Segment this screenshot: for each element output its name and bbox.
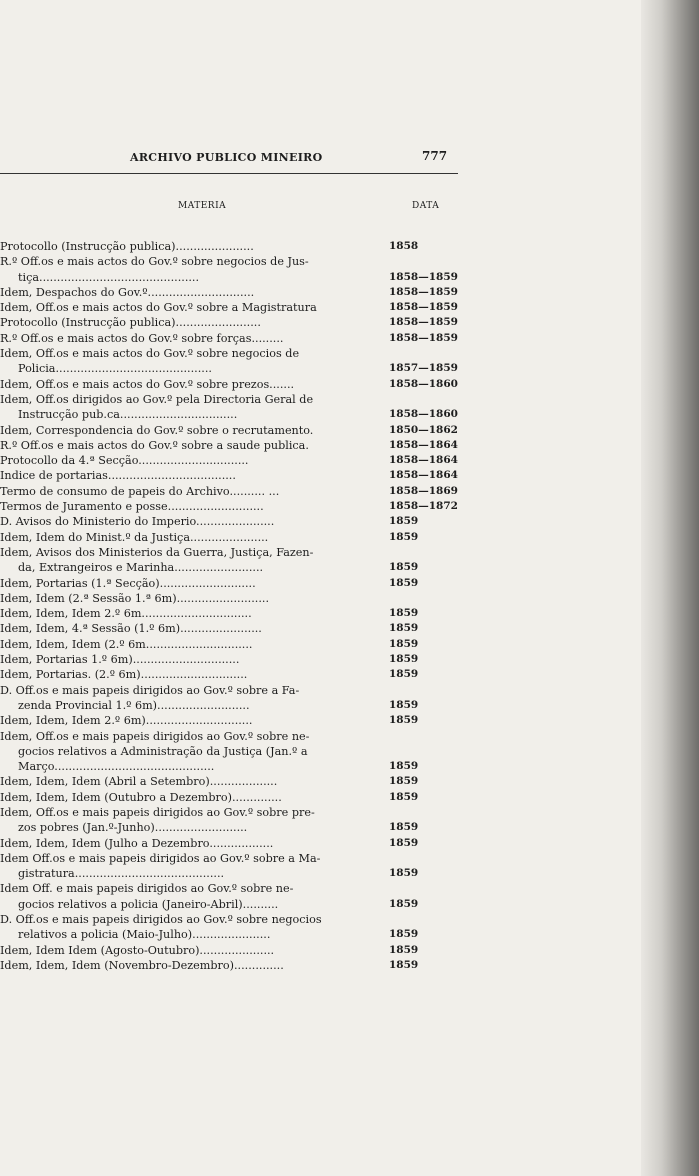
entry-line bbox=[0, 698, 460, 713]
entry-date: 1859 bbox=[389, 928, 419, 941]
entry-line bbox=[0, 530, 460, 545]
entry-text: Idem, Off.os e mais actos do Gov.º sobre prezos....... bbox=[0, 377, 295, 391]
entry-date: 1859 bbox=[389, 714, 419, 727]
entry-date: 1859 bbox=[389, 943, 419, 956]
entry-line bbox=[0, 468, 460, 483]
entry-text: Policia............................................ bbox=[18, 362, 212, 376]
entry-date: 1858—1864 bbox=[389, 438, 458, 451]
entry-text: gocios relativos a Administração da Justiça (Jan.º a bbox=[18, 744, 308, 758]
entry-date: 1858—1864 bbox=[389, 469, 458, 482]
entry-text: Idem, Idem, Idem (2.º 6m.............................. bbox=[0, 637, 253, 651]
entry-text: Idem, Idem Idem (Agosto-Outubro)..................... bbox=[0, 943, 275, 957]
entry-text: Idem, Idem (2.ª Sessão 1.ª 6m).......................... bbox=[0, 591, 270, 605]
column-header-data: DATA bbox=[412, 201, 440, 211]
entry-line bbox=[0, 958, 460, 973]
entry-line bbox=[0, 591, 460, 606]
entry-text: Idem, Avisos dos Ministerios da Guerra, Justiça, Fazen- bbox=[0, 545, 314, 559]
entry-line bbox=[0, 621, 460, 636]
entry-text: da, Extrangeiros e Marinha......................... bbox=[18, 561, 264, 575]
entry-text: Idem, Off.os dirigidos ao Gov.º pela Directoria Geral de bbox=[0, 392, 314, 406]
header-rule bbox=[0, 173, 458, 174]
entry-line bbox=[0, 576, 460, 591]
entry-text: R.º Off.os e mais actos do Gov.º sobre a saude publica. bbox=[0, 438, 309, 452]
entry-text: Protocollo (Instrucção publica)........................ bbox=[0, 316, 261, 330]
entry-text: Idem, Off.os e mais papeis dirigidos ao Gov.º sobre ne- bbox=[0, 729, 310, 743]
entry-line bbox=[0, 377, 460, 392]
entry-line bbox=[0, 820, 460, 835]
entry-date: 1859 bbox=[389, 637, 419, 650]
entry-line bbox=[0, 285, 460, 300]
entry-text: Termos de Juramento e posse........................... bbox=[0, 500, 264, 514]
entry-text: Idem Off.os e mais papeis dirigidos ao Gov.º sobre a Ma- bbox=[0, 851, 321, 865]
entry-list bbox=[0, 239, 460, 973]
entry-line bbox=[0, 453, 460, 468]
entry-text: D. Off.os e mais papeis dirigidos ao Gov.º sobre a Fa- bbox=[0, 683, 300, 697]
entry-line bbox=[0, 774, 460, 789]
entry-line bbox=[0, 683, 460, 698]
entry-line bbox=[0, 606, 460, 621]
page-number: 777 bbox=[422, 149, 448, 163]
entry-text: Idem, Despachos do Gov.º.............................. bbox=[0, 285, 255, 299]
entry-line bbox=[0, 423, 460, 438]
entry-text: Termo de consumo de papeis do Archivo.......... ... bbox=[0, 484, 280, 498]
entry-date: 1859 bbox=[389, 576, 419, 589]
entry-text: R.º Off.os e mais actos do Gov.º sobre forças......... bbox=[0, 331, 284, 345]
entry-line bbox=[0, 346, 460, 361]
entry-date: 1858—1872 bbox=[389, 500, 458, 513]
entry-line bbox=[0, 652, 460, 667]
entry-text: tiça............................................. bbox=[18, 270, 200, 284]
entry-date: 1859 bbox=[389, 530, 419, 543]
entry-line bbox=[0, 300, 460, 315]
entry-text: Idem, Portarias. (2.º 6m).............................. bbox=[0, 668, 248, 682]
entry-date: 1859 bbox=[389, 867, 419, 880]
entry-line bbox=[0, 499, 460, 514]
entry-date: 1859 bbox=[389, 622, 419, 635]
entry-text: Idem Off. e mais papeis dirigidos ao Gov.º sobre ne- bbox=[0, 882, 294, 896]
entry-text: zenda Provincial 1.º 6m).......................... bbox=[18, 698, 250, 712]
book-spine-shadow bbox=[641, 0, 699, 1176]
entry-text: relativos a policia (Maio-Julho)...................... bbox=[18, 928, 271, 942]
entry-date: 1859 bbox=[389, 790, 419, 803]
entry-text: Idem, Correspondencia do Gov.º sobre o recrutamento. bbox=[0, 423, 314, 437]
entry-date: 1859 bbox=[389, 775, 419, 788]
entry-text: gistratura.......................................... bbox=[18, 867, 225, 881]
entry-date: 1859 bbox=[389, 897, 419, 910]
entry-text: D. Avisos do Ministerio do Imperio...................... bbox=[0, 515, 275, 529]
entry-text: Instrucção pub.ca................................. bbox=[18, 408, 238, 422]
entry-line bbox=[0, 836, 460, 851]
entry-line bbox=[0, 407, 460, 422]
entry-date: 1858—1859 bbox=[389, 285, 458, 298]
entry-text: Protocollo da 4.ª Secção............................... bbox=[0, 454, 249, 468]
entry-line bbox=[0, 805, 460, 820]
entry-text: Idem, Off.os e mais actos do Gov.º sobre a Magistratura bbox=[0, 301, 317, 315]
entry-text: Idem, Idem, Idem (Novembro-Dezembro).............. bbox=[0, 958, 284, 972]
entry-line bbox=[0, 545, 460, 560]
entry-line bbox=[0, 637, 460, 652]
entry-line bbox=[0, 881, 460, 896]
entry-date: 1859 bbox=[389, 561, 419, 574]
entry-date: 1859 bbox=[389, 515, 419, 528]
entry-text: Protocollo (Instrucção publica)...................... bbox=[0, 240, 254, 253]
entry-date: 1859 bbox=[389, 836, 419, 849]
entry-line bbox=[0, 713, 460, 728]
entry-line bbox=[0, 438, 460, 453]
entry-line bbox=[0, 484, 460, 499]
entry-text: Idem, Off.os e mais actos do Gov.º sobre negocios de bbox=[0, 347, 300, 361]
entry-date: 1859 bbox=[389, 607, 419, 620]
entry-date: 1858—1859 bbox=[389, 316, 458, 329]
entry-line bbox=[0, 851, 460, 866]
entry-line bbox=[0, 315, 460, 330]
entry-date: 1858—1860 bbox=[389, 408, 458, 421]
entry-date: 1858—1859 bbox=[389, 301, 458, 314]
entry-line bbox=[0, 514, 460, 529]
entry-line bbox=[0, 897, 460, 912]
entry-text: Idem, Idem, 4.ª Sessão (1.º 6m)....................... bbox=[0, 622, 262, 636]
entry-text: Idem, Idem, Idem 2.º 6m).............................. bbox=[0, 714, 253, 728]
entry-line bbox=[0, 392, 460, 407]
entry-date: 1858—1860 bbox=[389, 377, 458, 390]
running-title: ARCHIVO PUBLICO MINEIRO bbox=[130, 151, 323, 164]
entry-text: Março............................................. bbox=[18, 760, 215, 774]
entry-line bbox=[0, 912, 460, 927]
entry-line bbox=[0, 254, 460, 269]
entry-text: Idem, Portarias (1.ª Secção)........................... bbox=[0, 576, 256, 590]
entry-date: 1859 bbox=[389, 760, 419, 773]
entry-date: 1858—1859 bbox=[389, 331, 458, 344]
entry-date: 1858—1859 bbox=[389, 270, 458, 283]
entry-text: R.º Off.os e mais actos do Gov.º sobre negocios de Jus- bbox=[0, 255, 309, 269]
entry-date: 1859 bbox=[389, 958, 419, 971]
entry-date: 1858—1864 bbox=[389, 454, 458, 467]
entry-text: Idem, Portarias 1.º 6m).............................. bbox=[0, 653, 240, 667]
column-header-materia: MATERIA bbox=[178, 201, 227, 211]
entry-text: Idem, Idem, Idem 2.º 6m............................... bbox=[0, 607, 252, 621]
entry-text: Idem, Idem do Minist.º da Justiça...................... bbox=[0, 530, 269, 544]
entry-date: 1857—1859 bbox=[389, 362, 458, 375]
entry-line bbox=[0, 361, 460, 376]
entry-line bbox=[0, 239, 460, 254]
entry-line bbox=[0, 729, 460, 744]
entry-text: D. Off.os e mais papeis dirigidos ao Gov.º sobre negocios bbox=[0, 913, 322, 927]
entry-text: Indice de portarias.................................... bbox=[0, 469, 236, 483]
entry-line bbox=[0, 667, 460, 682]
entry-text: zos pobres (Jan.º-Junho).......................... bbox=[18, 821, 248, 835]
entry-line bbox=[0, 790, 460, 805]
entry-date: 1859 bbox=[389, 698, 419, 711]
entry-date: 1859 bbox=[389, 821, 419, 834]
entry-date: 1859 bbox=[389, 668, 419, 681]
entry-line bbox=[0, 866, 460, 881]
entry-text: Idem, Idem, Idem (Abril a Setembro)................... bbox=[0, 775, 278, 789]
entry-date: 1859 bbox=[389, 653, 419, 666]
entry-line bbox=[0, 331, 460, 346]
entry-text: gocios relativos a policia (Janeiro-Abril).......... bbox=[18, 897, 279, 911]
entry-line bbox=[0, 744, 460, 759]
entry-line bbox=[0, 270, 460, 285]
entry-line bbox=[0, 927, 460, 942]
entry-text: Idem, Idem, Idem (Outubro a Dezembro).............. bbox=[0, 790, 282, 804]
page-header bbox=[0, 149, 458, 171]
entry-line bbox=[0, 943, 460, 958]
entry-text: Idem, Idem, Idem (Julho a Dezembro.................. bbox=[0, 836, 274, 850]
entry-line bbox=[0, 759, 460, 774]
entry-date: 1850—1862 bbox=[389, 423, 458, 436]
entry-text: Idem, Off.os e mais papeis dirigidos ao Gov.º sobre pre- bbox=[0, 805, 315, 819]
entry-date: 1858 bbox=[389, 240, 419, 252]
entry-line bbox=[0, 560, 460, 575]
entry-date: 1858—1869 bbox=[389, 484, 458, 497]
